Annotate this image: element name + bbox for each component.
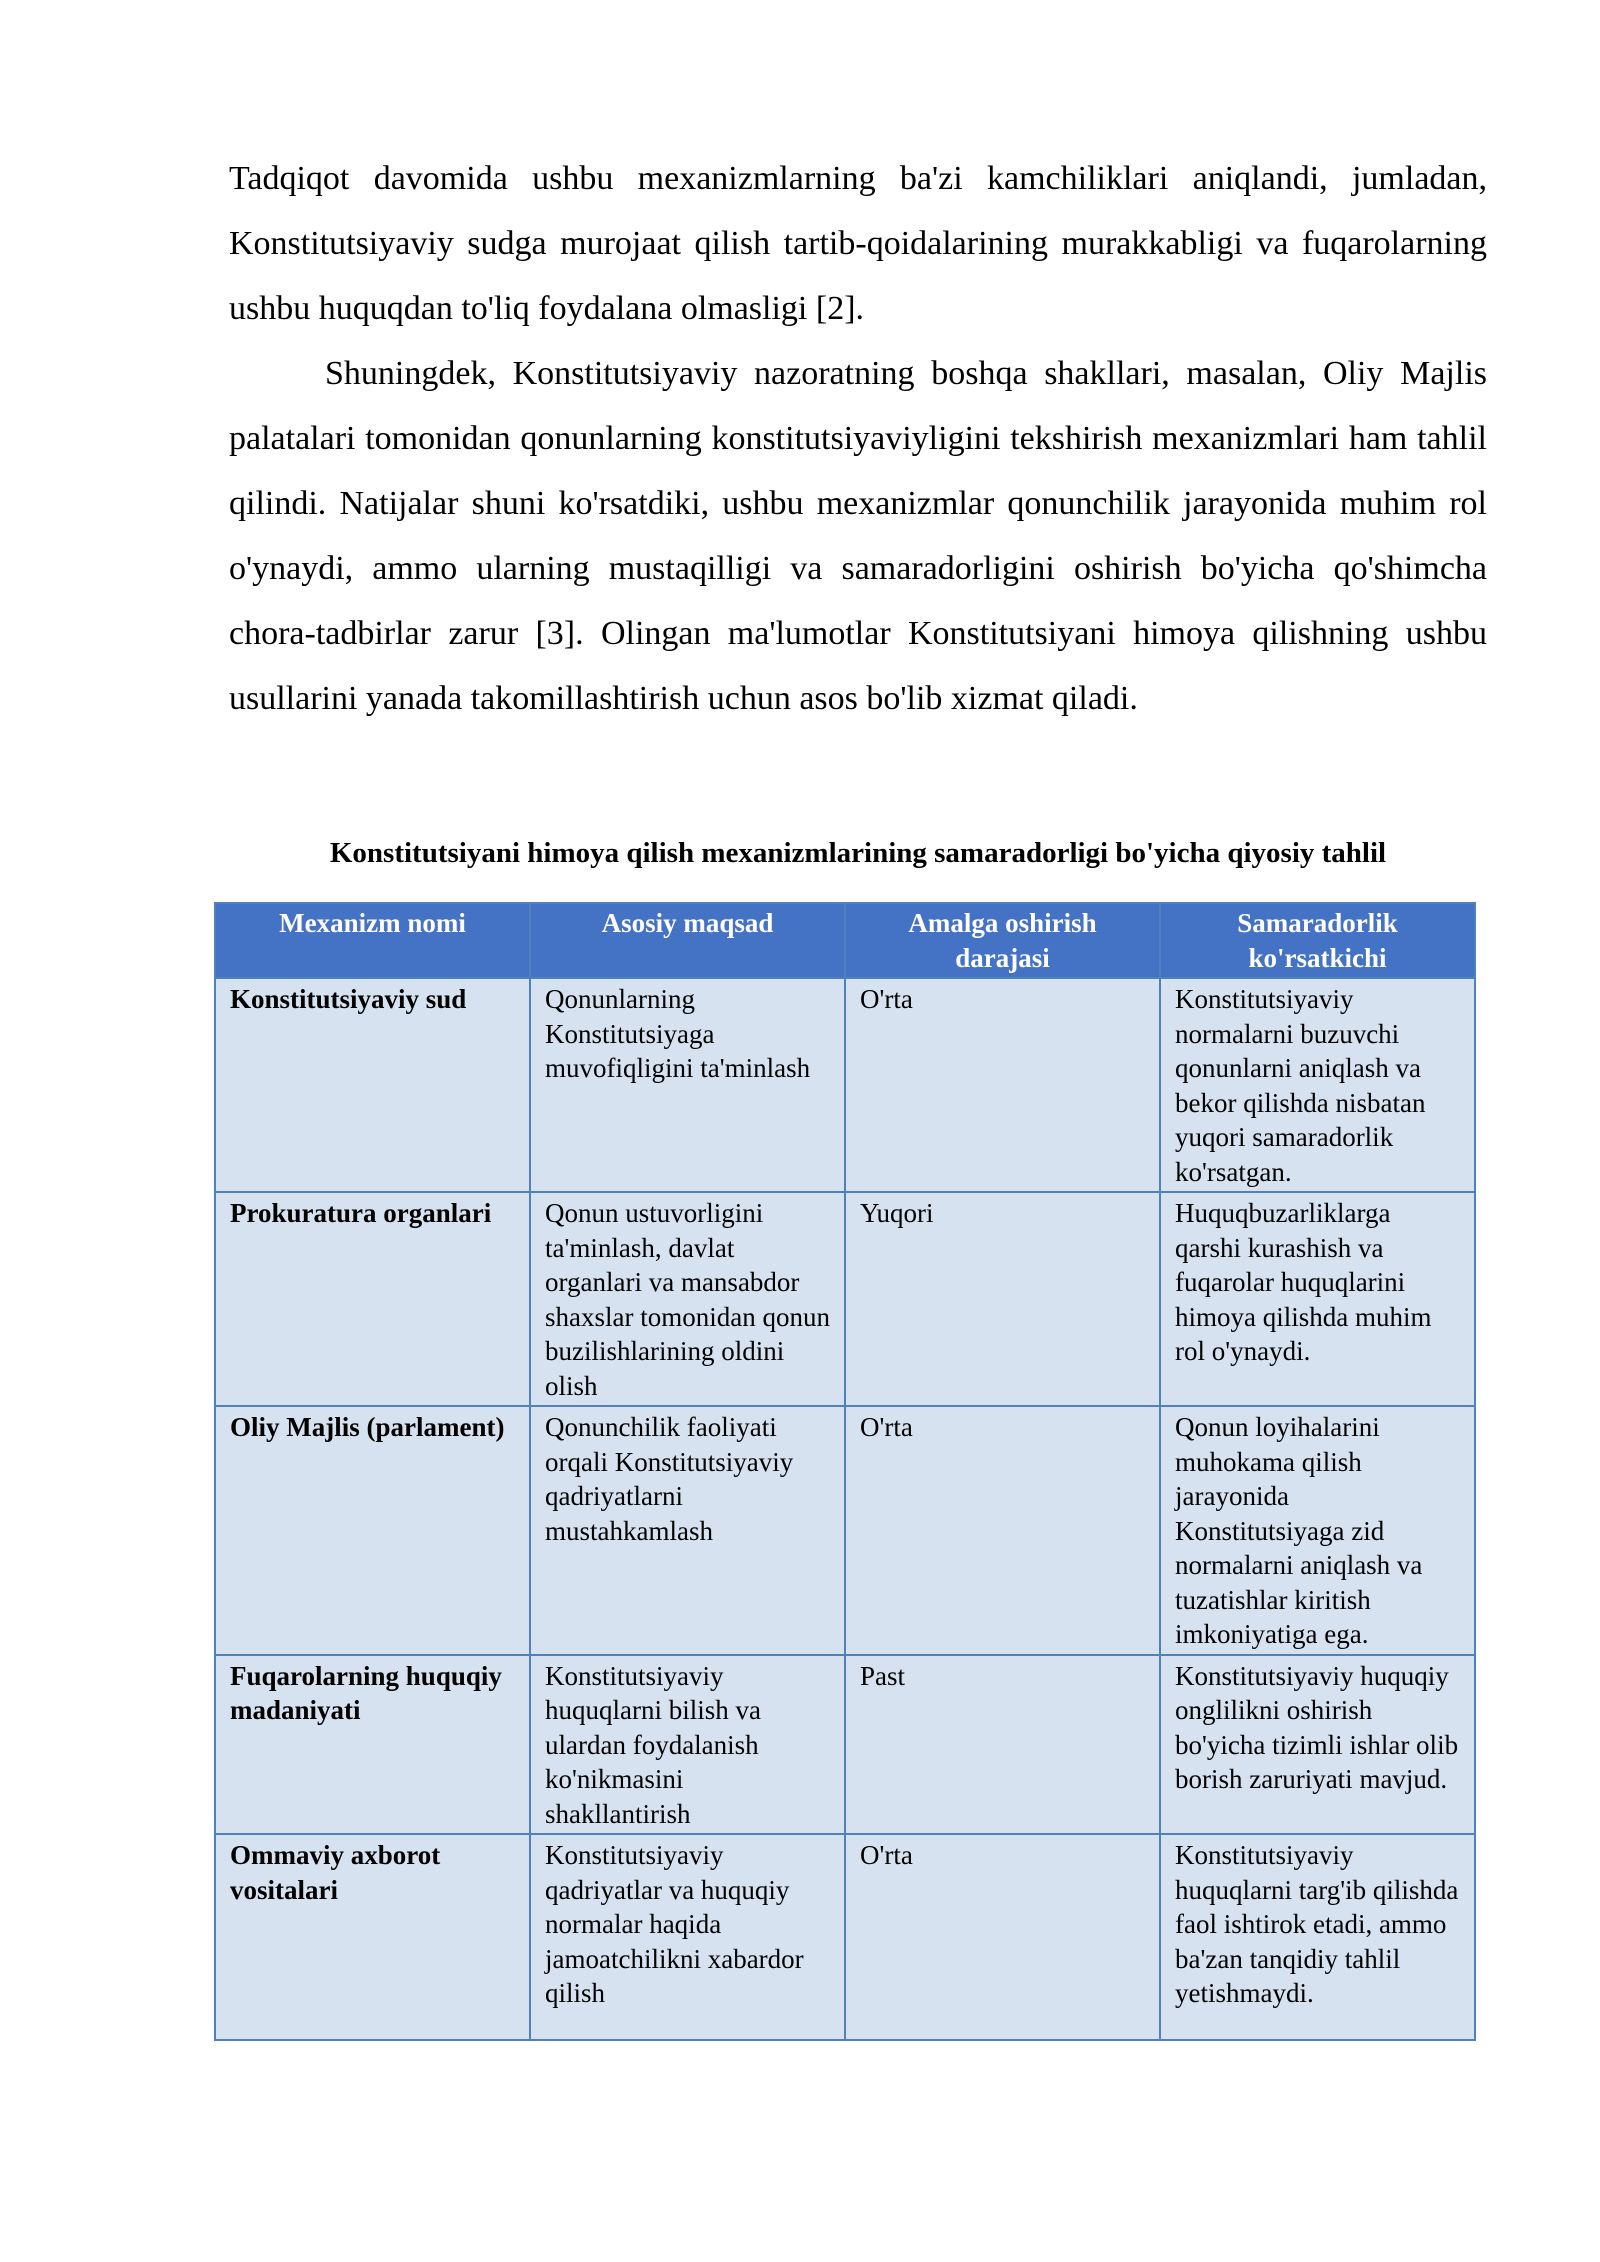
header-mechanism: Mexanizm nomi	[215, 903, 530, 978]
table-row	[215, 1192, 1475, 1406]
table-row	[215, 1406, 1475, 1655]
cell-level: O'rta	[845, 1406, 1160, 1655]
table-caption: Konstitutsiyani himoya qilish mexanizmlarining samaradorligi bo'yicha qiyosiy tahlil	[329, 837, 1387, 869]
cell-level: Past	[845, 1655, 1160, 1835]
cell-mechanism: Oliy Majlis (parlament)	[215, 1406, 530, 1655]
header-purpose: Asosiy maqsad	[530, 903, 845, 978]
table-row	[215, 1655, 1475, 1835]
header-effectiveness: Samaradorlik ko'rsatkichi	[1160, 903, 1475, 978]
cell-purpose: Qonun ustuvorligini ta'minlash, davlat organlari va mansabdor shaxslar tomonidan qonun buzilishlarining oldini olish	[530, 1192, 845, 1406]
cell-mechanism: Konstitutsiyaviy sud	[215, 978, 530, 1192]
table-row	[215, 978, 1475, 1192]
cell-mechanism: Fuqarolarning huquqiy madaniyati	[215, 1655, 530, 1835]
cell-level: O'rta	[845, 978, 1160, 1192]
cell-effectiveness: Qonun loyihalarini muhokama qilish jarayonida Konstitutsiyaga zid normalarni aniqlash va tuzatishlar kiritish imkoniyatiga ega.	[1160, 1406, 1475, 1655]
cell-effectiveness: Konstitutsiyaviy normalarni buzuvchi qonunlarni aniqlash va bekor qilishda nisbatan yuqori samaradorlik ko'rsatgan.	[1160, 978, 1475, 1192]
cell-purpose: Qonunlarning Konstitutsiyaga muvofiqligini ta'minlash	[530, 978, 845, 1192]
cell-mechanism: Ommaviy axborot vositalari	[215, 1834, 530, 2040]
table-header-row	[215, 903, 1475, 978]
comparison-table	[214, 902, 1476, 2041]
paragraph-2: Shuningdek, Konstitutsiyaviy nazoratning boshqa shakllari, masalan, Oliy Majlis palatalari tomonidan qonunlarning konstitutsiyaviyligini tekshirish mexanizmlari ham tahlil qilindi. Natijalar shuni ko'rsatdiki, ushbu mexanizmlar qonunchilik jarayonida muhim rol o'ynaydi, ammo ularning mustaqilligi va samaradorligini oshirish bo'yicha qo'shimcha chora-tadbirlar zarur [3]. Olingan ma'lumotlar Konstitutsiyani himoya qilishning ushbu usullarini yanada takomillashtirish uchun asos bo'lib xizmat qiladi.	[229, 355, 1487, 717]
body-text	[229, 146, 1487, 731]
header-level: Amalga oshirish darajasi	[845, 903, 1160, 978]
cell-purpose: Konstitutsiyaviy huquqlarni bilish va ulardan foydalanish ko'nikmasini shakllantirish	[530, 1655, 845, 1835]
cell-purpose: Qonunchilik faoliyati orqali Konstitutsiyaviy qadriyatlarni mustahkamlash	[530, 1406, 845, 1655]
cell-effectiveness: Konstitutsiyaviy huquqlarni targ'ib qilishda faol ishtirok etadi, ammo ba'zan tanqidiy tahlil yetishmaydi.	[1160, 1834, 1475, 2040]
cell-level: O'rta	[845, 1834, 1160, 2040]
paragraph-1: Tadqiqot davomida ushbu mexanizmlarning ba'zi kamchiliklari aniqlandi, jumladan, Konstitutsiyaviy sudga murojaat qilish tartib-qoidalarining murakkabligi va fuqarolarning ushbu huquqdan to'liq foydalana olmasligi [2].	[229, 160, 1487, 327]
cell-mechanism: Prokuratura organlari	[215, 1192, 530, 1406]
cell-effectiveness: Huquqbuzarliklarga qarshi kurashish va fuqarolar huquqlarini himoya qilishda muhim rol o'ynaydi.	[1160, 1192, 1475, 1406]
cell-level: Yuqori	[845, 1192, 1160, 1406]
table-row	[215, 1834, 1475, 2040]
cell-effectiveness: Konstitutsiyaviy huquqiy onglilikni oshirish bo'yicha tizimli ishlar olib borish zaruriyati mavjud.	[1160, 1655, 1475, 1835]
cell-purpose: Konstitutsiyaviy qadriyatlar va huquqiy normalar haqida jamoatchilikni xabardor qilish	[530, 1834, 845, 2040]
